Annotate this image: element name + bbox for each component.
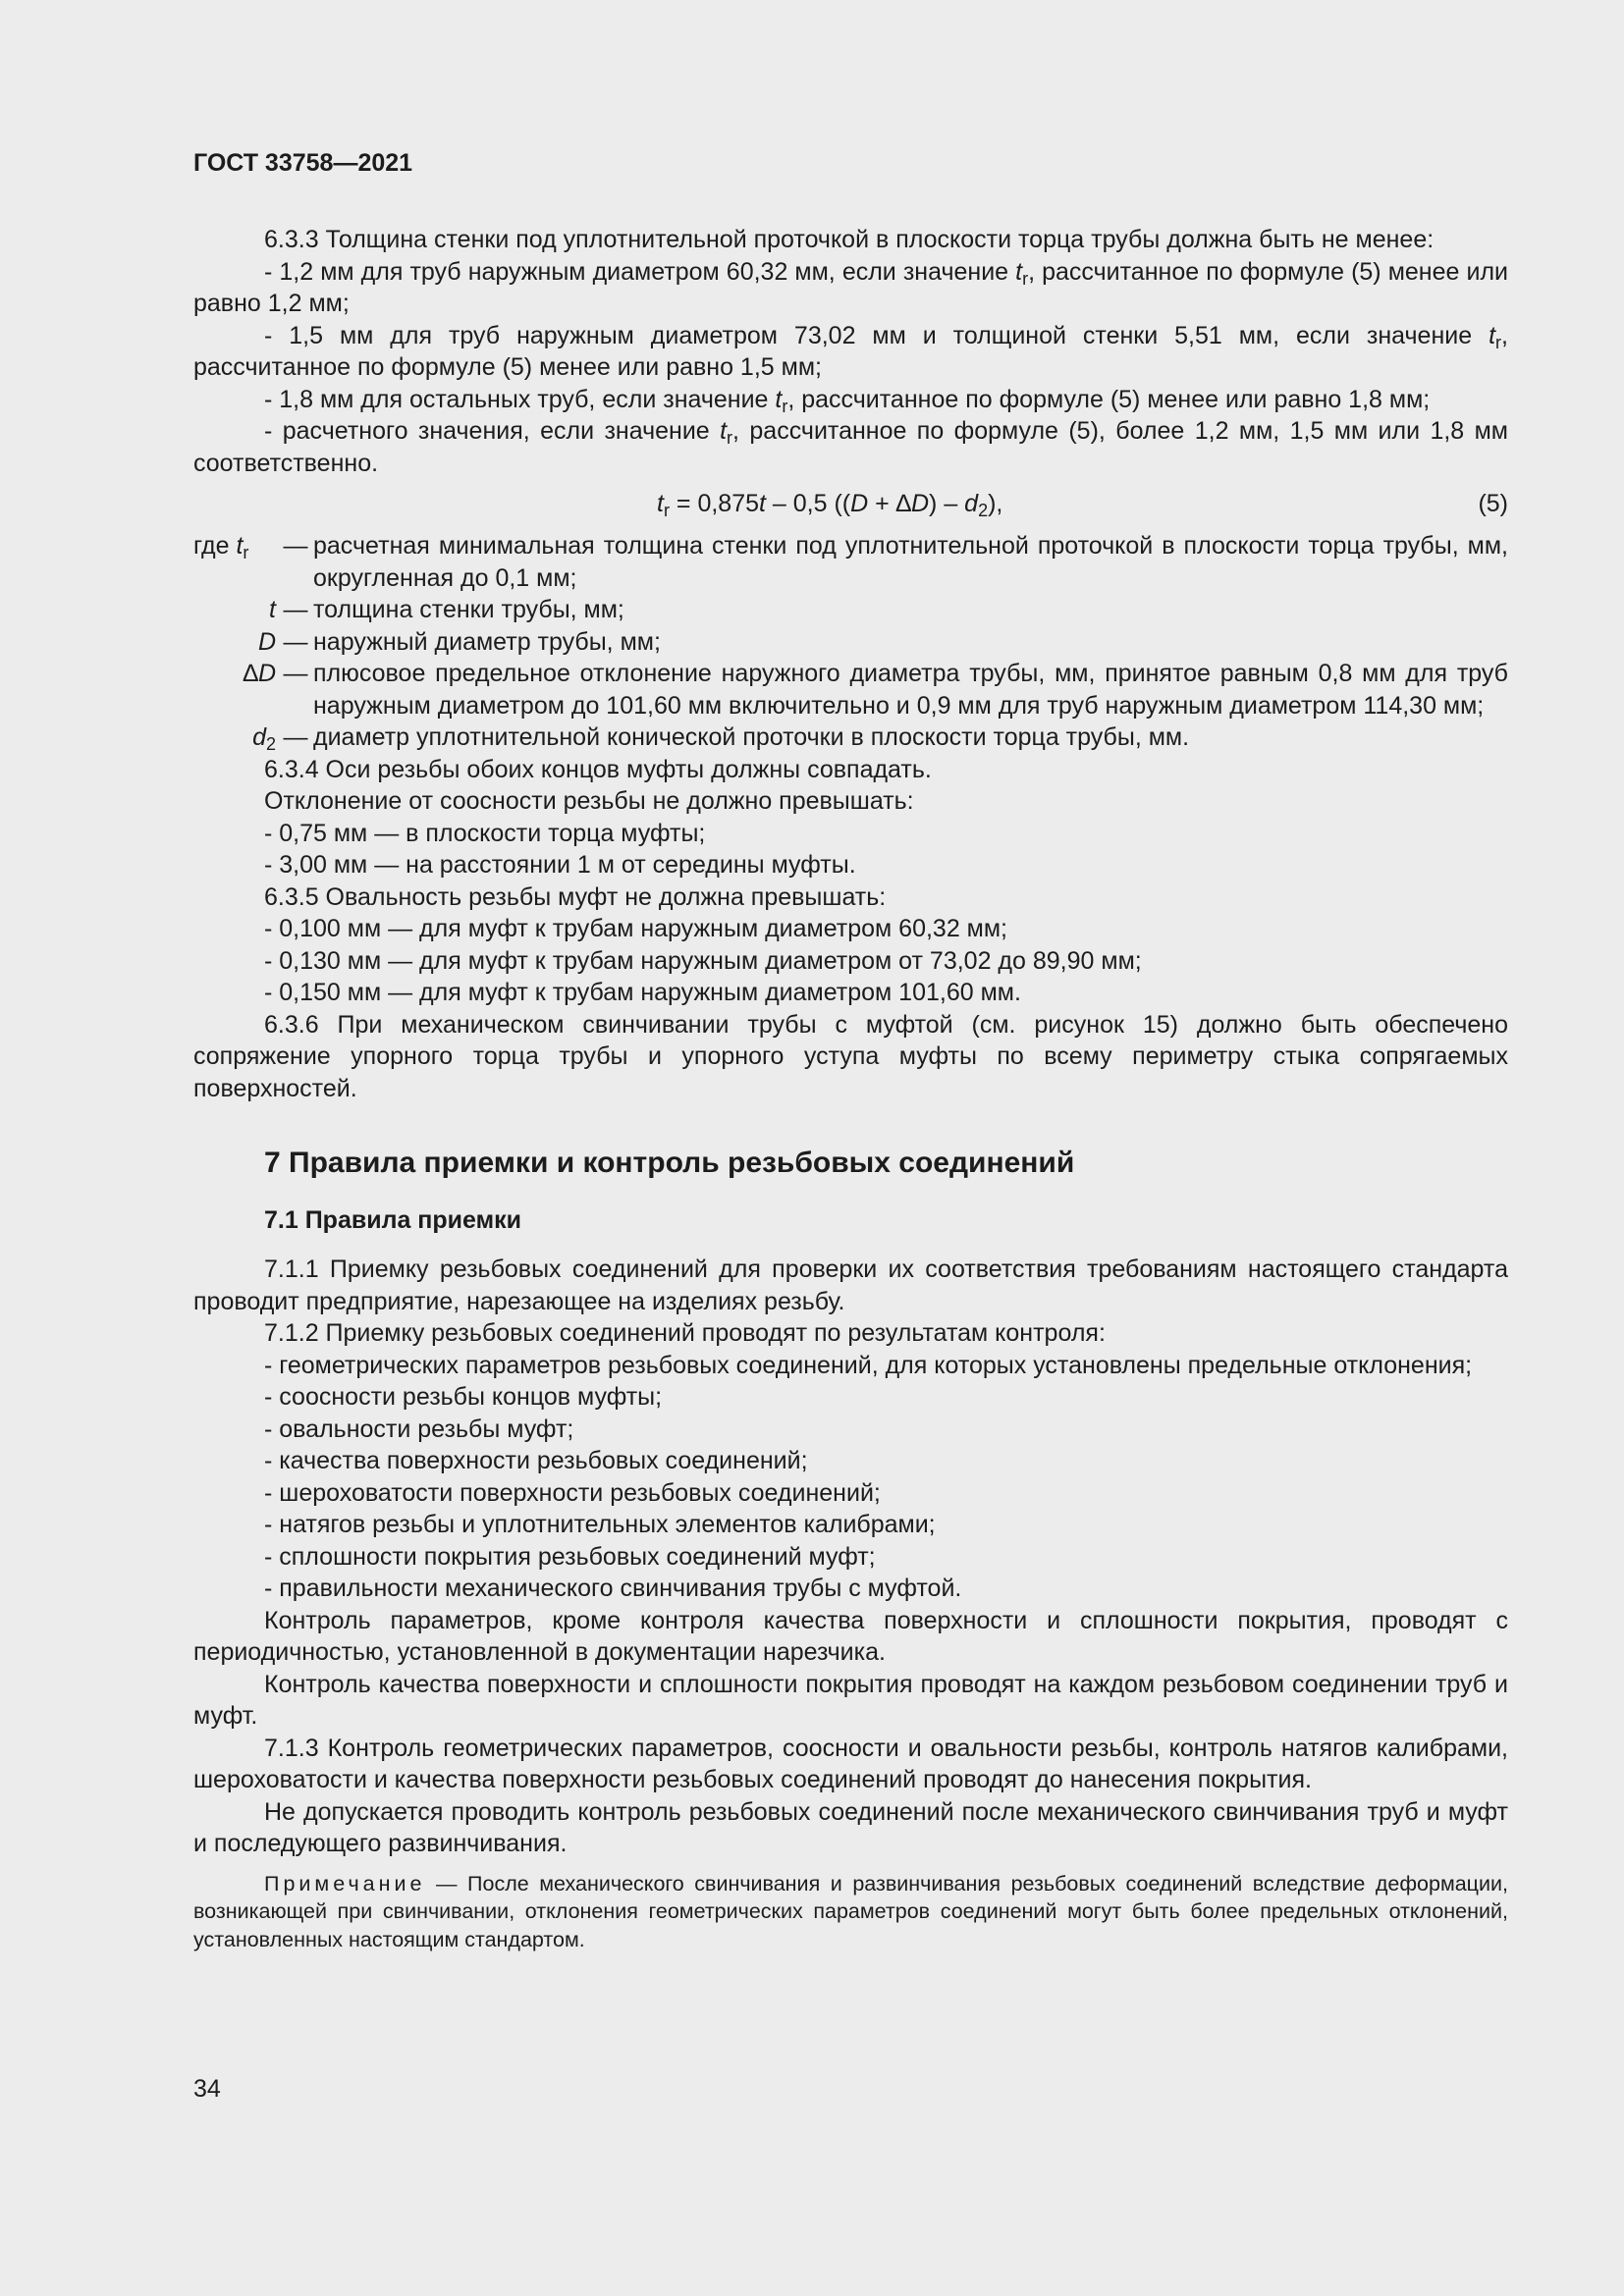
list-item: - 0,130 мм — для муфт к трубам наружным диаметром от 73,02 до 89,90 мм;: [264, 946, 1142, 975]
legend-symbol: ∆D: [243, 660, 276, 687]
legend-definition: плюсовое предельное отклонение наружного диаметра трубы, мм, принятое равным 0,8 мм для труб наружным диаметром до 101,60 мм включительно и 0,9 мм для труб наружным диаметром 114,30 мм;: [313, 660, 1508, 720]
para-7-1-3: 7.1.3 Контроль геометрических параметров, соосности и овальности резьбы, контроль натягов калибрами, шероховатости и качества поверхности резьбовых соединений проводят до нанесения покрытия.: [193, 1734, 1508, 1793]
subsection-title: 7.1 Правила приемки: [264, 1206, 521, 1234]
legend-definition: расчетная минимальная толщина стенки под уплотнительной проточкой в плоскости торца трубы, мм, округленная до 0,1 мм;: [313, 532, 1508, 592]
list-item: - сплошности покрытия резьбовых соединений муфт;: [264, 1542, 876, 1571]
list-item: - геометрических параметров резьбовых соединений, для которых установлены предельные отклонения;: [264, 1351, 1473, 1379]
list-item: - расчетного значения, если значение $t_r$, рассчитанное по формуле (5), более 1,2 мм, 1,5 мм или 1,8 мм соответственно.: [193, 417, 1508, 477]
list-item: - натягов резьбы и уплотнительных элементов калибрами;: [264, 1511, 936, 1538]
list-item: - 0,100 мм — для муфт к трубам наружным диаметром 60,32 мм;: [264, 915, 1008, 942]
legend-definition: толщина стенки трубы, мм;: [313, 596, 624, 623]
paragraph: Контроль параметров, кроме контроля качества поверхности и сплошности покрытия, проводят с периодичностью, установленной в документации нарезчика.: [193, 1606, 1508, 1666]
list-item: - 0,75 мм — в плоскости торца муфты;: [264, 819, 706, 847]
list-item: Отклонение от соосности резьбы не должно превышать:: [264, 787, 914, 815]
para-7-1-2: 7.1.2 Приемку резьбовых соединений проводят по результатам контроля:: [264, 1319, 1106, 1347]
formula-number: (5): [1478, 490, 1508, 517]
list-item: - шероховатости поверхности резьбовых соединений;: [264, 1478, 881, 1507]
legend-definition: наружный диаметр трубы, мм;: [313, 627, 661, 656]
formula-5: [193, 483, 1508, 524]
list-item: - соосности резьбы концов муфты;: [264, 1383, 663, 1411]
paragraph: Контроль качества поверхности и сплошности покрытия проводят на каждом резьбовом соединении труб и муфт.: [193, 1670, 1508, 1730]
formula-expression: $t_r = 0,875t - 0,5$ $((D + \Delta D) - d_2)$,: [657, 490, 1003, 520]
para-6-3-3: 6.3.3 Толщина стенки под уплотнительной проточкой в плоскости торца трубы должна быть не менее:: [264, 226, 1435, 253]
list-item: - 1,5 мм для труб наружным диаметром 73,02 мм и толщиной стенки 5,51 мм, если значение $t_r$, рассчитанное по формуле (5) менее или равно 1,5 мм;: [193, 321, 1508, 381]
legend-symbol: t: [269, 596, 276, 623]
note-label: Примечание: [264, 1871, 426, 1896]
legend-definition: диаметр уплотнительной конической проточки в плоскости торца трубы, мм.: [313, 723, 1190, 751]
list-item: - качества поверхности резьбовых соединений;: [264, 1447, 808, 1474]
list-item: - правильности механического свинчивания трубы с муфтой.: [264, 1575, 962, 1602]
note: [193, 1870, 1508, 1954]
list-item: - 3,00 мм — на расстоянии 1 м от середины муфты.: [264, 851, 856, 879]
list-item: - 1,8 мм для остальных труб, если значение $t_r$, рассчитанное по формуле (5) менее или равно 1,8 мм;: [264, 385, 1431, 416]
document-body: [193, 224, 1508, 1953]
para-6-3-6: 6.3.6 При механическом свинчивании трубы с муфтой (см. рисунок 15) должно быть обеспечено сопряжение упорного торца трубы и упорного уступа муфты по всему периметру стыка сопрягаемых поверхностей.: [193, 1010, 1508, 1102]
legend-symbol: где $t_r$: [193, 532, 249, 562]
list-item: - 1,2 мм для труб наружным диаметром 60,32 мм, если значение $t_r$, рассчитанное по формуле (5) менее или равно 1,2 мм;: [193, 257, 1508, 317]
para-6-3-4: 6.3.4 Оси резьбы обоих концов муфты должны совпадать.: [264, 755, 932, 783]
list-item: - овальности резьбы муфт;: [264, 1415, 574, 1443]
page-number: 34: [193, 2075, 221, 2103]
list-item: - 0,150 мм — для муфт к трубам наружным диаметром 101,60 мм.: [264, 979, 1021, 1006]
section-title: 7 Правила приемки и контроль резьбовых соединений: [264, 1147, 1075, 1179]
document-header: ГОСТ 33758—2021: [193, 149, 413, 177]
paragraph: Не допускается проводить контроль резьбовых соединений после механического свинчивания труб и муфт и последующего развинчивания.: [193, 1797, 1508, 1857]
note-text: — После механического свинчивания и развинчивания резьбовых соединений вследствие деформации, возникающей при свинчивании, отклонения геометрических параметров соединений могут быть более предельных отклонений, установленных настоящим стандартом.: [193, 1871, 1508, 1951]
legend-symbol: D: [257, 627, 276, 656]
legend-symbol: $d_2$: [252, 723, 276, 754]
para-6-3-5: 6.3.5 Овальность резьбы муфт не должна превышать:: [264, 882, 887, 911]
para-7-1-1: 7.1.1 Приемку резьбовых соединений для проверки их соответствия требованиям настоящего стандарта проводит предприятие, нарезающее на изделиях резьбу.: [193, 1255, 1508, 1315]
formula-legend: где $t_r$ — расчетная минимальная толщина стенки под уплотнительной проточкой в плоскости торца трубы, мм, округленная до 0,1 мм; t — толщина стенки трубы, мм; D — наружный диаметр трубы, мм; ∆D — плюсовое предельное отклонение наружного диаметра трубы, мм, принятое равным 0,8 мм для труб наружным диаметром до 101,60 мм включительно и 0,9 мм для труб наружным диаметром 114,30 мм; $d_2$ — диаметр уплотнительной конической проточки в плоскости торца трубы, мм.: [193, 532, 1508, 754]
